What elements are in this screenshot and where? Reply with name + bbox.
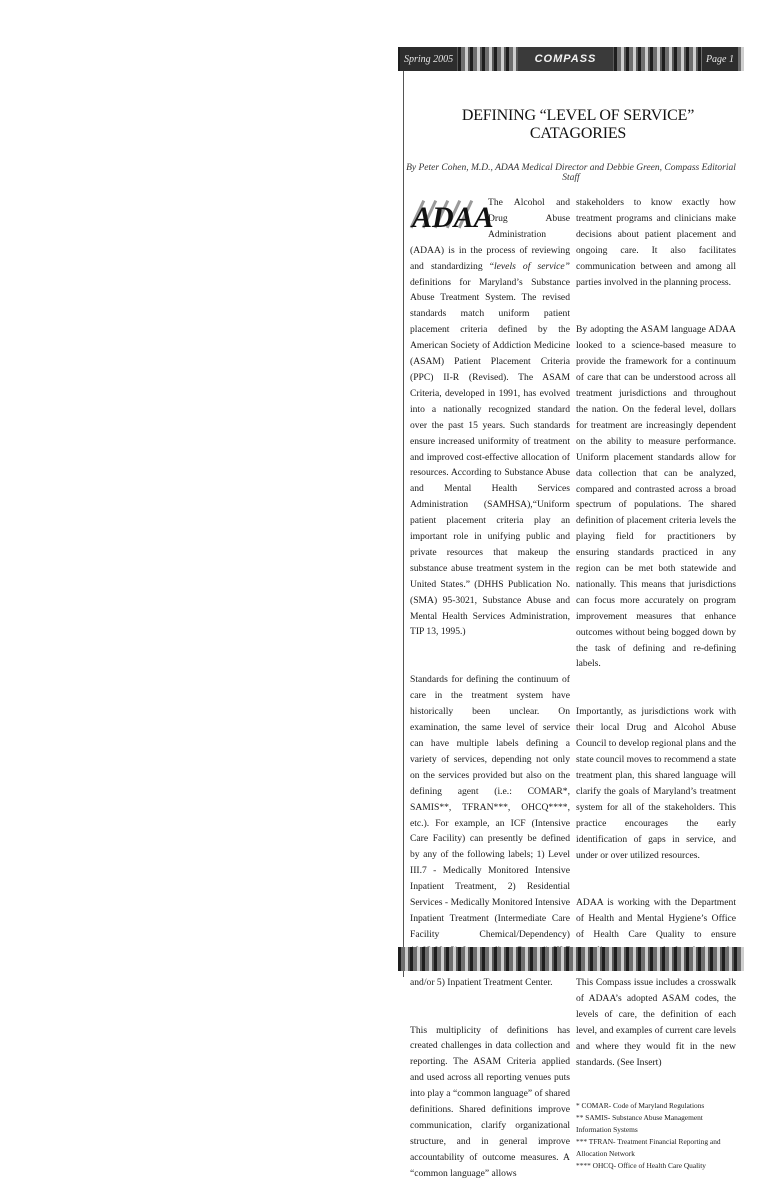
footnote-samis: ** SAMIS- Substance Abuse Management Information Systems [576, 1113, 703, 1135]
right-column [576, 195, 736, 1172]
left-paragraph-2: Standards for defining the continuum of care in the treatment system have historically been unclear. On examination, the same level of service can have multiple labels defining a variety of services, depending not only on the services provided but also on the defining agent (i.e.: COMAR*, SAMIS**, TFRAN***, OHCQ****, etc.). For example, an ICF (Intensive Care Facility) can presently be defined by any of the following labels; 1) Level III.7 - Medically Monitored Intensive Inpatient Treatment, 2) Residential Services - Medically Monitored Intensive Inpatient Treatment (Intermediate Care Facility Chemical/Dependency) and/or 5) Inpatient Treatment Center. [410, 674, 570, 988]
header-band [398, 47, 744, 71]
article-byline: By Peter Cohen, M.D., ADAA Medical Director and Debbie Green, Compass Editorial Staff [406, 163, 736, 183]
right-paragraph-3: Importantly, as jurisdictions work with their local Drug and Alcohol Abuse Council to develop regional plans and the state council moves to recommend a state treatment plan, this shared language will clarify the goals of Maryland’s treatment system for all of the stakeholders. This practice encourages the early identification of gaps in service, and under or over utilized resources. [576, 706, 736, 861]
issue-label: Spring 2005 [400, 47, 457, 71]
right-paragraph-4: ADAA is working with the Department of Health and Mental Hygiene’s Office of Health Care Quality to ensure This Compass issue includes a crosswalk of ADAA’s adopted ASAM codes, the levels of care, the definition of each level, and examples of current care levels and where they would fit in the new standards. (See Insert) [576, 897, 736, 1068]
right-paragraph-1: stakeholders to know exactly how treatment programs and clinicians make decisions about patient placement and ongoing care. It also facilitates communication between and among all parties involved in the planning process. [576, 197, 736, 288]
margin-rule [403, 47, 404, 977]
left-paragraph-1: ADAA The Alcohol and Drug Abuse Administration (ADAA) is in the process of reviewing and standardizing “levels of service” definitions for Maryland’s Substance Abuse Treatment System. The revised standards match uniform patient placement criteria defined by the American Society of Addiction Medicine (ASAM) Patient Placement Criteria (PPC) II-R (Revised). The ASAM Criteria, developed in 1991, has evolved into a nationally recognized standard over the past 15 years. Such standards ensure increased uniformity of treatment and improved cost-effective allocation of resources. According to Substance Abuse and Mental Health Services Administration (SAMHSA),“Uniform patient placement criteria play an important role in unifying public and private resources that makeup the substance abuse treatment system in the United States.” (DHHS Publication No. (SMA) 95-3021, Substance Abuse and Mental Health Services Administration, TIP 13, 1995.) [410, 197, 570, 638]
newsletter-title: COMPASS [518, 47, 613, 71]
left-column [410, 195, 570, 1182]
newsletter-page [398, 47, 744, 1179]
footnote-tfran: *** TFRAN- Treatment Financial Reporting and Allocation Network [576, 1137, 721, 1159]
footnote-ohcq: **** OHCQ- Office of Health Care Quality [576, 1161, 706, 1171]
adaa-logo-graphic [410, 197, 494, 234]
page-number: Page 1 [702, 47, 738, 71]
adaa-logo [410, 197, 494, 234]
footnotes [576, 1100, 736, 1172]
right-paragraph-2: By adopting the ASAM language ADAA looked to a science-based measure to provide the framework for a continuum of care that can be understood across all treatment jurisdictions and throughout the nation. On the federal level, dollars for treatment are increasingly dependent on the ability to measure performance. Uniform placement standards allow for data collection that can be analyzed, compared and contrasted across a broad spectrum of populations. The shared definition of placement criteria levels the playing field for practitioners by ensuring standards practiced in any region can be met both statewide and nationally. This means that jurisdictions can focus more accurately on program improvement measures that enhance outcomes without being bogged down by the task of defining and re-defining labels. [576, 324, 736, 670]
article-title: DEFINING “LEVEL OF SERVICE” CATAGORIES [461, 107, 695, 142]
adaa-logo-text: ADAA [412, 201, 494, 234]
footnote-comar: * COMAR- Code of Maryland Regulations [576, 1101, 705, 1111]
footer-band [398, 947, 744, 971]
left-paragraph-3: This multiplicity of definitions has created challenges in data collection and reporting. The ASAM Criteria applied and used across all reporting venues puts into play a “common language” of shared definitions. Shared definitions improve communication, clarify organizational structure, and in general improve accountability of outcome measures. A “common language” allows [410, 1024, 570, 1179]
